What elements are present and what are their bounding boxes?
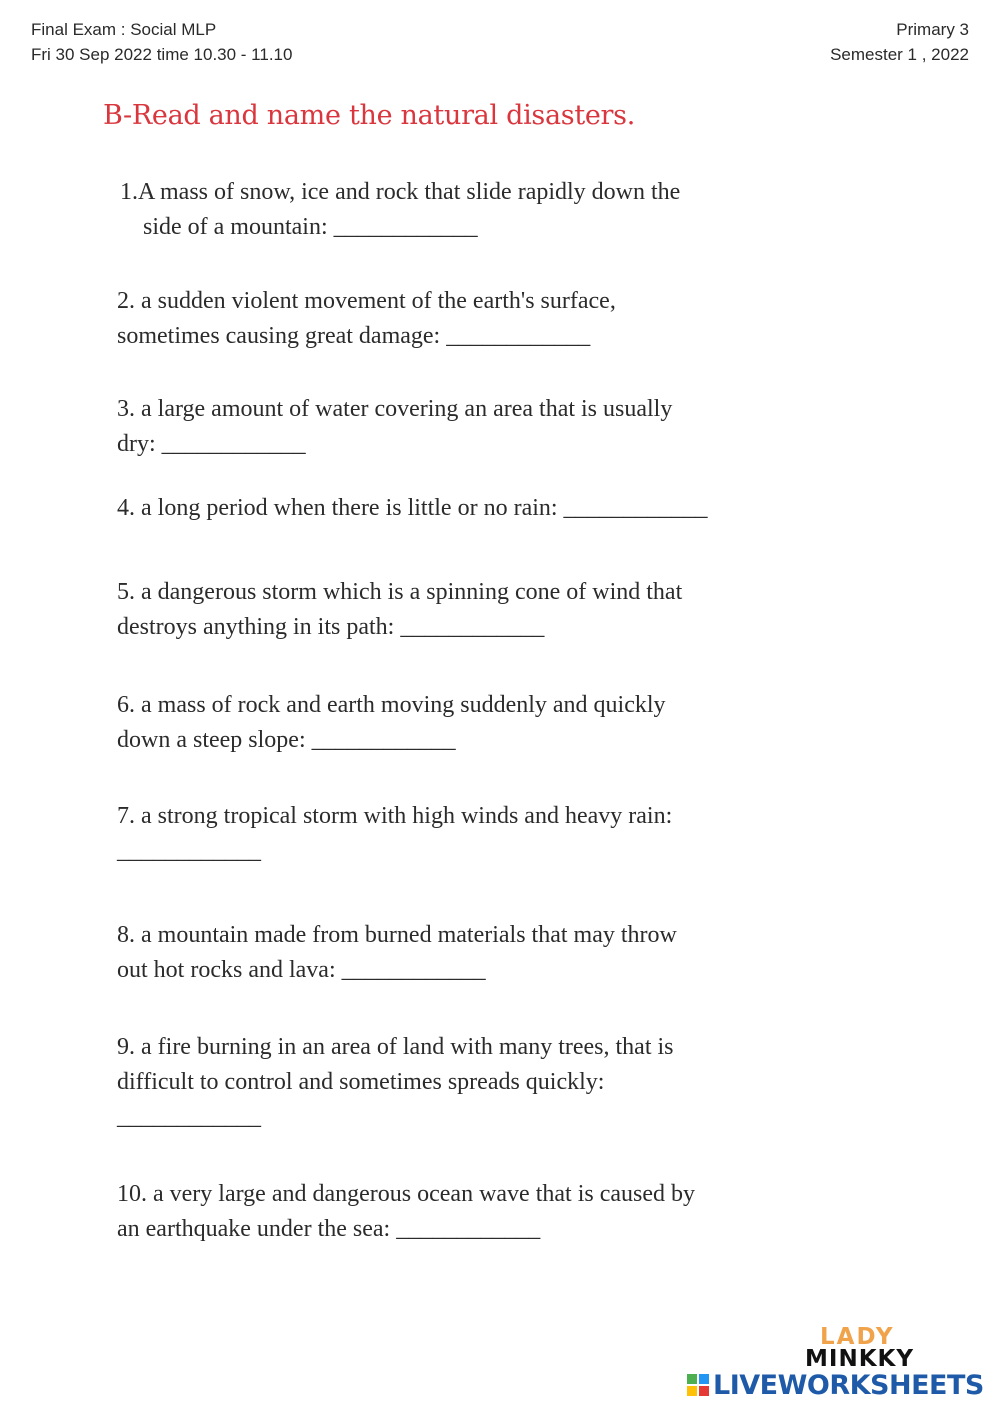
question-4-line1: 4. a long period when there is little or no rain: ____________ (117, 495, 708, 521)
header-right (830, 17, 969, 67)
question-3-line1: 3. a large amount of water covering an area that is usually (117, 396, 673, 422)
question-1-number: 1. (120, 179, 138, 205)
question-7-line2: ____________ (117, 838, 261, 864)
logo-liveworksheets (687, 1369, 987, 1403)
question-10 (117, 1177, 837, 1247)
question-9-line2: difficult to control and sometimes spreads quickly: (117, 1069, 605, 1095)
question-5 (117, 575, 837, 645)
live-blocks-icon (687, 1374, 709, 1396)
question-8-line2: out hot rocks and lava: ____________ (117, 957, 486, 983)
question-6 (117, 688, 837, 758)
question-6-line1: 6. a mass of rock and earth moving suddenly and quickly (117, 692, 666, 718)
question-7 (117, 799, 837, 869)
question-3-line2: dry: ____________ (117, 431, 306, 457)
exam-datetime: Fri 30 Sep 2022 time 10.30 - 11.10 (31, 45, 293, 64)
question-1-line1: 1.A mass of snow, ice and rock that slide rapidly down the (120, 179, 681, 205)
question-2-line2: sometimes causing great damage: ____________ (117, 323, 591, 349)
section-title: B-Read and name the natural disasters. (103, 100, 635, 131)
question-10-line1: 10. a very large and dangerous ocean wave that is caused by (117, 1181, 696, 1207)
question-2 (117, 284, 837, 354)
question-1 (120, 175, 840, 245)
question-6-line2: down a steep slope: ____________ (117, 727, 456, 753)
grade-level: Primary 3 (896, 20, 969, 39)
question-8-line1: 8. a mountain made from burned materials that may throw (117, 922, 677, 948)
semester: Semester 1 , 2022 (830, 45, 969, 64)
logo-lady-text: LADY (820, 1324, 895, 1350)
liveworksheets-logo (687, 1325, 987, 1407)
question-2-line1: 2. a sudden violent movement of the earth's surface, (117, 288, 616, 314)
question-8 (117, 918, 837, 988)
exam-title: Final Exam : Social MLP (31, 20, 217, 39)
question-9-line1: 9. a fire burning in an area of land with many trees, that is (117, 1034, 674, 1060)
question-1-line2: side of a mountain: ____________ (143, 214, 478, 240)
question-9 (117, 1030, 837, 1135)
logo-minkky-text: MINKKY (805, 1346, 914, 1372)
question-10-line2: an earthquake under the sea: ____________ (117, 1216, 541, 1242)
question-7-line1: 7. a strong tropical storm with high winds and heavy rain: (117, 803, 673, 829)
question-3 (117, 392, 837, 462)
question-4 (117, 491, 837, 526)
question-5-line1: 5. a dangerous storm which is a spinning cone of wind that (117, 579, 683, 605)
question-5-line2: destroys anything in its path: ____________ (117, 614, 545, 640)
logo-liveworksheets-text: LIVEWORKSHEETS (713, 1370, 984, 1401)
question-9-line3: ____________ (117, 1104, 261, 1130)
header-left (31, 17, 292, 67)
